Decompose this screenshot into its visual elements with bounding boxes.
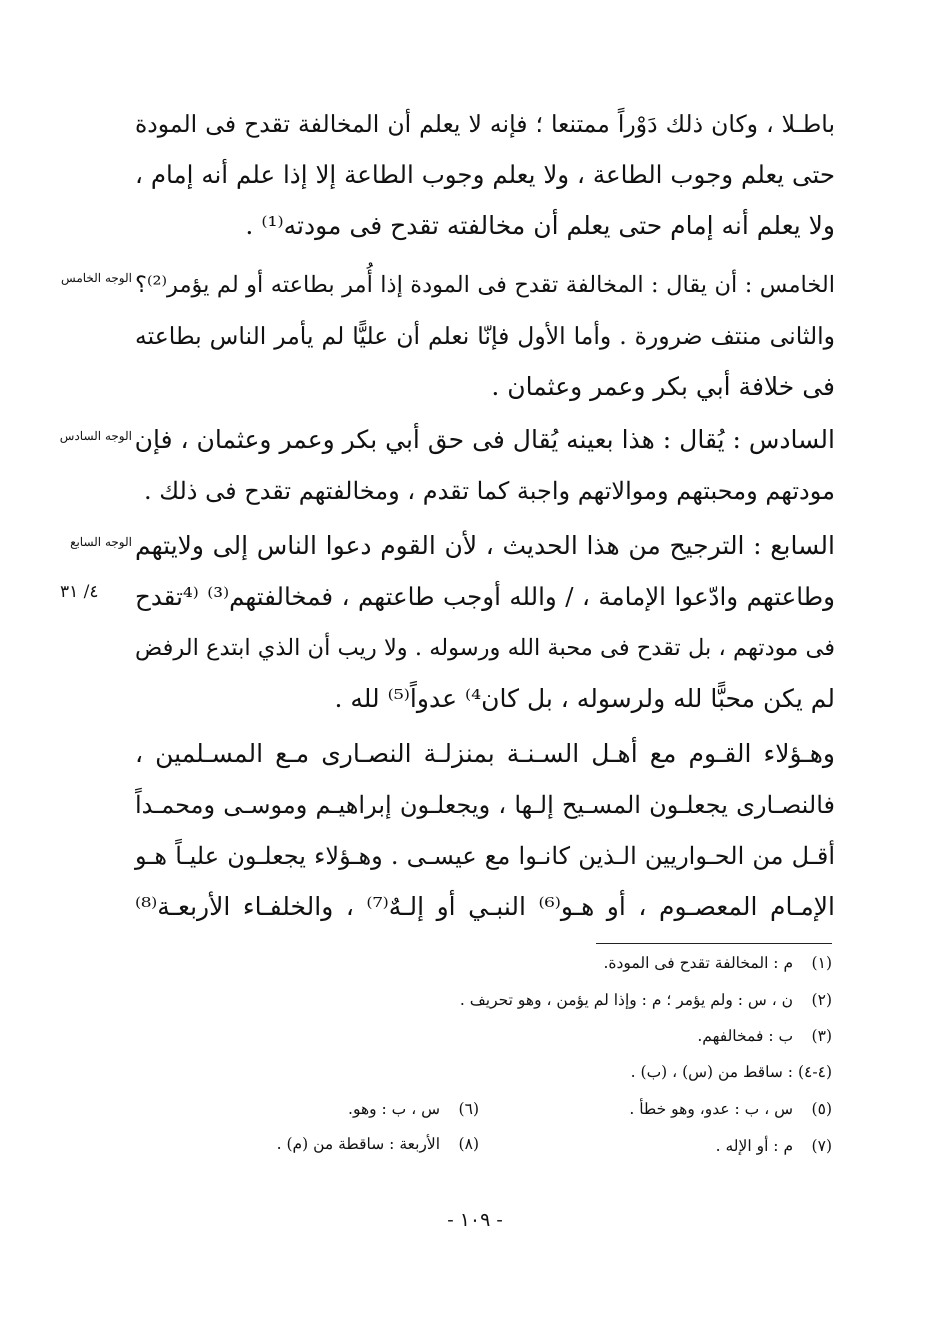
body-line: باطـلا ، وكان ذلك دَوْراً ممتنعا ؛ فإنه لا يعلم أن المخالفة تقدح فى المودة (135, 110, 835, 138)
body-line: مودتهم ومحبتهم وموالاتهم واجبة كما تقدم ، ومخالفتهم تقدح فى ذلك . (143, 477, 835, 505)
margin-note-fifth: الوجه الخامس (61, 271, 132, 285)
footnote-number: (٣) (811, 1027, 832, 1045)
footnote-text: الأربعة : ساقطة من (م) . (276, 1135, 441, 1153)
footnote-separator (596, 943, 832, 944)
footnote-text: م : أو الإله . (715, 1137, 794, 1155)
footnote-number: (٨) (458, 1135, 479, 1153)
body-line: فى مودتهم ، بل تقدح فى محبة الله ورسوله . ولا ريب أن الذي ابتدع الرفض (135, 635, 835, 661)
footnote-text: س ، ب : عدو، وهو خطأ . (629, 1100, 794, 1118)
body-line: السابع : الترجيح من هذا الحديث ، لأن القوم دعوا الناس إلى ولايتهم (135, 531, 835, 560)
body-line: الخامس : أن يقال : المخالفة تقدح فى المودة إذا أُمر بطاعته أو لم يؤمر⁽²⁾؟ (135, 272, 835, 298)
footnote-number: (٧) (811, 1137, 832, 1155)
footnote-number: (٢) (811, 991, 832, 1009)
footnote-8 (277, 1134, 479, 1154)
page-number: - ١٠٩ - (447, 1209, 503, 1231)
footnote-6 (348, 1099, 479, 1119)
footnote-text: ن ، س : ولم يؤمر ؛ م : وإذا لم يؤمن ، وهو تحريف . (459, 991, 794, 1009)
footnote-1 (603, 953, 832, 973)
footnote-number: (٥) (811, 1100, 832, 1118)
footnote-text: : ساقط من (س) ، (ب) . (630, 1063, 794, 1081)
body-line: حتى يعلم وجوب الطاعة ، ولا يعلم وجوب الطاعة إلا إذا علم أنه إمام ، (135, 160, 835, 189)
footnote-text: م : المخالفة تقدح فى المودة. (603, 954, 794, 972)
body-line: فى خلافة أبي بكر وعمر وعثمان . (491, 372, 835, 401)
margin-note-seventh: الوجه السابع (70, 535, 132, 549)
body-line: ولا يعلم أنه إمام حتى يعلم أن مخالفته تقدح فى مودته⁽¹⁾ . (245, 211, 835, 240)
footnote-2 (460, 990, 832, 1010)
margin-note-sixth: الوجه السادس (59, 429, 132, 443)
footnote-text: س ، ب : وهو. (348, 1100, 441, 1118)
footnote-number: (٦) (458, 1100, 479, 1118)
footnote-number: (١) (811, 954, 832, 972)
footnote-text: ب : فمخالفهم. (697, 1027, 794, 1045)
footnote-3 (697, 1026, 832, 1046)
footnote-5 (629, 1099, 832, 1119)
body-line: وطاعتهم وادّعوا الإمامة ، / والله أوجب طاعتهم ، فمخالفتهم⁽³⁾ ⁽⁴تقدح (135, 582, 836, 611)
body-line: الإمـام المعصـوم ، أو هـو⁽⁶⁾ النبـي أو إلـهٌ⁽⁷⁾ ، والخلفـاء الأربعـة⁽⁸⁾ (135, 892, 836, 921)
body-line: وهـؤلاء القـوم مع أهـل السـنـة بمنزلـة النصـارى مـع المسـلمين ، (135, 739, 835, 768)
body-line: لم يكن محبًّا لله ولرسوله ، بل كان⁴⁾ عدواً⁽⁵⁾ لله . (334, 684, 835, 713)
volume-page-reference: ٤/ ٣١ (60, 582, 99, 602)
body-line: والثانى منتف ضرورة . وأما الأول فإنّا نعلم أن عليًّا لم يأمر الناس بطاعته (135, 322, 835, 350)
footnote-4 (631, 1062, 832, 1082)
body-line: السادس : يُقال : هذا بعينه يُقال فى حق أبي بكر وعمر وعثمان ، فإن (134, 425, 835, 454)
body-line: أقـل من الحـواريين الـذين كانـوا مع عيسـى . وهـؤلاء يجعلـون عليـاً هـو (135, 842, 835, 870)
body-line: فالنصـارى يجعلـون المسـيح إلـها ، ويجعلـون إبراهيـم وموسـى ومحمـداً (135, 791, 835, 819)
footnote-7 (716, 1136, 832, 1156)
footnote-number: (٤-٤) (797, 1063, 832, 1081)
